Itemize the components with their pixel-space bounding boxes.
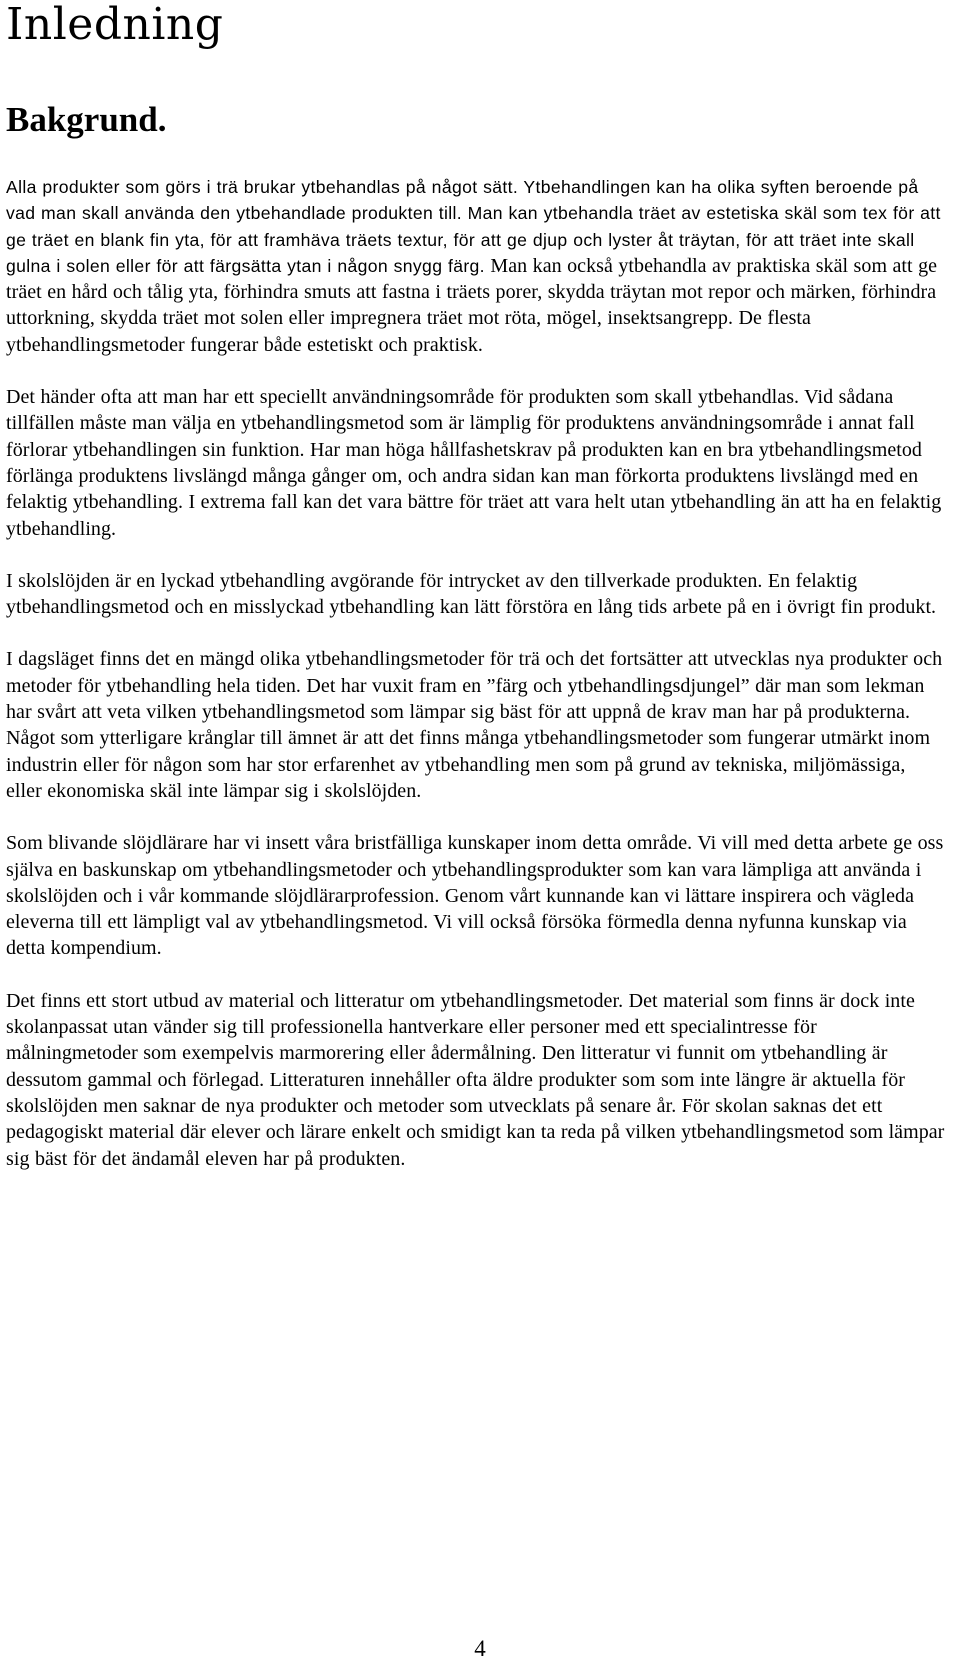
paragraph-2: Det händer ofta att man har ett speciellt användningsområde för produkten som skall ytbehandlas. Vid sådana tillfällen måste man välja en ytbehandlingsmetod som är lämplig för produktens användningsområde i annat fall förlorar ytbehandlingen sin funktion. Har man höga hållfashetskrav på produkten kan en bra ytbehandlingsmetod förlänga produktens livslängd många gånger om, och andra sidan kan man förkorta produktens livslängd med en felaktig ytbehandling. I extrema fall kan det vara bättre för träet att vara helt utan ytbehandling än att ha en felaktig ytbehandling.	[6, 386, 942, 540]
page-title: Inledning	[6, 0, 224, 50]
paragraph-1-sans-text: Alla produkter som görs i trä brukar ytbehandlas på något sätt. Ytbehandlingen kan ha olika syften beroende på vad man skall använda den ytbehandlade produkten till. Man kan ytbehandla träet av estetiska skäl som tex för att ge träet en blank fin yta, för att framhäva träets textur, för att ge djup och lyster åt träytan, för att träet inte skall gulna i solen eller för att färgsätta ytan i någon snygg färg.	[6, 177, 941, 276]
paragraph-6: Det finns ett stort utbud av material och litteratur om ytbehandlingsmetoder. Det material som finns är dock inte skolanpassat utan vänder sig till professionella hantverkare eller personer med ett specialintresse för målningmetoder som exempelvis marmorering eller ådermålning. Den litteratur vi funnit om ytbehandling är dessutom gammal och förlegad. Litteraturen innehåller ofta äldre produkter som som inte längre är aktuella för skolslöjden men saknar de nya produkter och metoder som utvecklats på senare år. För skolan saknas det ett pedagogiskt material där elever och lärare enkelt och smidigt kan ta reda på vilken ytbehandlingsmetod som lämpar sig bäst för det ändamål eleven har på produkten.	[6, 989, 945, 1170]
section-heading: Bakgrund.	[6, 100, 167, 139]
paragraph-4: I dagsläget finns det en mängd olika ytbehandlingsmetoder för trä och det fortsätter att utvecklas nya produkter och metoder för ytbehandling hela tiden. Det har vuxit fram en ”färg och ytbehandlingsdjungel” där man som lekman har svårt att veta vilken ytbehandlingsmetod som lämpar sig bäst för att uppnå de krav man har på produkterna. Något som ytterligare krånglar till ämnet är att det finns många ytbehandlingsmetoder som fungerar utmärkt inom industrin eller för någon som har stor erfarenhet av ytbehandling men som på grund av tekniska, miljömässiga, eller ekonomiska skäl inte lämpar sig i skolslöjden.	[6, 648, 943, 802]
page-number: 4	[474, 1636, 486, 1661]
paragraph-3: I skolslöjden är en lyckad ytbehandling avgörande för intrycket av den tillverkade produkten. En felaktig ytbehandlingsmetod och en misslyckad ytbehandling kan lätt förstöra en lång tids arbete på en i övrigt fin produkt.	[6, 569, 937, 619]
document-page	[6, 0, 946, 1172]
paragraph-5: Som blivande slöjdlärare har vi insett våra bristfälliga kunskaper inom detta område. Vi vill med detta arbete ge oss själva en baskunskap om ytbehandlingsmetoder och ytbehandlingsprodukter som kan vara lämpliga att använda i skolslöjden och i vår kommande slöjdlärarprofession. Genom vårt kunnande kan vi lättare inspirera och vägleda eleverna till ett lämpligt val av ytbehandlingsmetod. Vi vill också försöka förmedla denna nyfunna kunskap via detta kompendium.	[6, 832, 944, 960]
paragraph-1	[6, 174, 946, 358]
paragraph-1-serif-text: Man kan också ytbehandla av praktiska skäl som att ge träet en hård och tålig yta, förhindra smuts att fastna i träets porer, skydda träytan mot repor och märken, förhindra uttorkning, skydda träet mot solen eller impregnera träet mot röta, mögel, insektsangrepp. De flesta ytbehandlingsmetoder fungerar både estetiskt och praktisk.	[6, 254, 938, 356]
